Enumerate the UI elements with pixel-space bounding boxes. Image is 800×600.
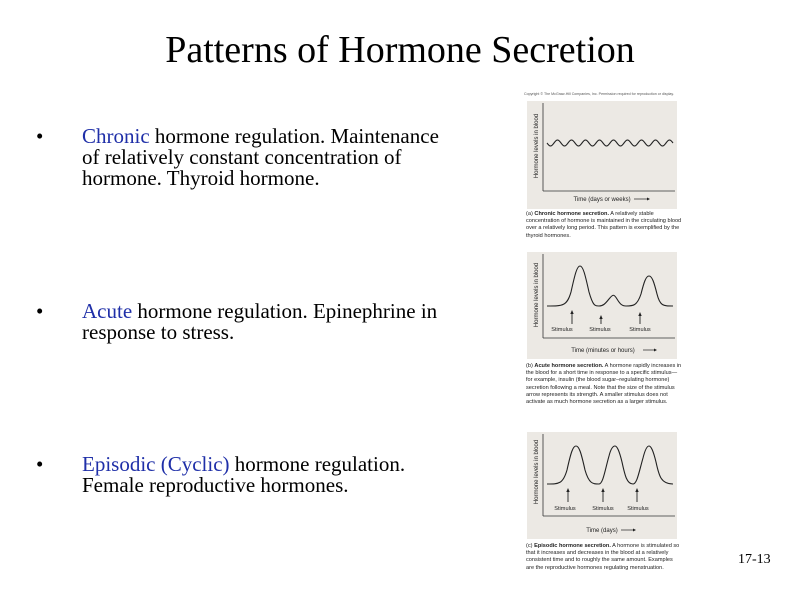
- caption-text: A hormone is stimulated so that it increases and decreases in the blood at a relatively consistent time and to roughly the same amount. Examples are the reproductive hormones regulating menstruation.: [526, 543, 680, 571]
- figure-copyright: Copyright © The McGraw-Hill Companies, Inc. Permission required for reproduction or display.: [524, 92, 674, 96]
- time-arrowhead: [647, 198, 650, 201]
- hormone-level-line: [547, 266, 673, 306]
- chronic-graph: [527, 101, 677, 209]
- bullet-text: [82, 126, 442, 189]
- bullet-symbol: •: [36, 124, 44, 148]
- bullet-text: [82, 301, 442, 343]
- bullet-body: hormone regulation. Maintenance of relatively constant concentration of hormone. Thyroid hormone.: [82, 124, 439, 190]
- stimulus-label: Stimulus: [554, 506, 576, 512]
- bullet-body: hormone regulation. Female reproductive hormones.: [82, 452, 406, 497]
- caption-title: Chronic hormone secretion.: [534, 211, 610, 217]
- stimulus-arrowhead: [599, 315, 602, 319]
- stimulus-arrowhead: [570, 310, 573, 314]
- stimulus-arrowhead: [638, 312, 641, 316]
- bullet-highlight: Chronic: [82, 124, 150, 148]
- hormone-level-line: [547, 140, 673, 146]
- stimulus-label: Stimulus: [551, 327, 573, 333]
- hormone-level-line: [547, 446, 673, 484]
- stimulus-label: Stimulus: [629, 327, 651, 333]
- caption-letter: (a): [526, 211, 533, 217]
- stimulus-label: Stimulus: [592, 506, 614, 512]
- caption-chronic: [526, 211, 682, 240]
- x-axis-label: Time (days or weeks): [573, 197, 631, 203]
- stimulus-label: Stimulus: [589, 327, 611, 333]
- caption-title: Acute hormone secretion.: [534, 363, 604, 369]
- panel-acute: [527, 252, 677, 359]
- y-axis-label: Hormone levels in blood: [534, 262, 540, 328]
- stimulus-arrowhead: [601, 488, 604, 492]
- y-axis-label: Hormone levels in blood: [534, 113, 540, 179]
- bullet-highlight: Acute: [82, 299, 133, 323]
- stimulus-label: Stimulus: [627, 506, 649, 512]
- stimulus-arrowhead: [566, 488, 569, 492]
- stimulus-arrowhead: [635, 488, 638, 492]
- slide-number: 17-13: [738, 552, 771, 567]
- caption-text: A relatively stable concentration of hormone is maintained in the circulating blood over a relatively long period. This pattern is exemplified by the thyroid hormones.: [526, 211, 682, 239]
- slide-title: Patterns of Hormone Secretion: [165, 29, 635, 71]
- caption-letter: (b): [526, 363, 533, 369]
- bullet-symbol: •: [36, 452, 44, 476]
- caption-text: A hormone rapidly increases in the blood for a short time in response to a specific stimulus—for example, insulin (the blood sugar–regulating hormone) secretion following a meal. Note that the size of the stimulus arrow represents its strength. A smaller stimulus does not activate as much hormone secretion as a larger stimulus.: [526, 363, 682, 406]
- acute-graph: [527, 252, 677, 359]
- episodic-graph: [527, 432, 677, 539]
- bullet-highlight: Episodic (Cyclic): [82, 452, 230, 476]
- panel-episodic: [527, 432, 677, 539]
- time-arrowhead: [654, 349, 657, 352]
- panel-chronic: [527, 101, 677, 209]
- bullet-symbol: •: [36, 299, 44, 323]
- caption-episodic: [526, 543, 682, 572]
- bullet-body: hormone regulation. Epinephrine in response to stress.: [82, 299, 438, 344]
- x-axis-label: Time (minutes or hours): [571, 348, 635, 354]
- caption-acute: [526, 363, 682, 406]
- y-axis-label: Hormone levels in blood: [534, 439, 540, 505]
- caption-letter: (c): [526, 543, 533, 549]
- x-axis-label: Time (days): [586, 528, 618, 534]
- caption-title: Episodic hormone secretion.: [534, 543, 611, 549]
- time-arrowhead: [633, 529, 636, 532]
- bullet-text: [82, 454, 432, 496]
